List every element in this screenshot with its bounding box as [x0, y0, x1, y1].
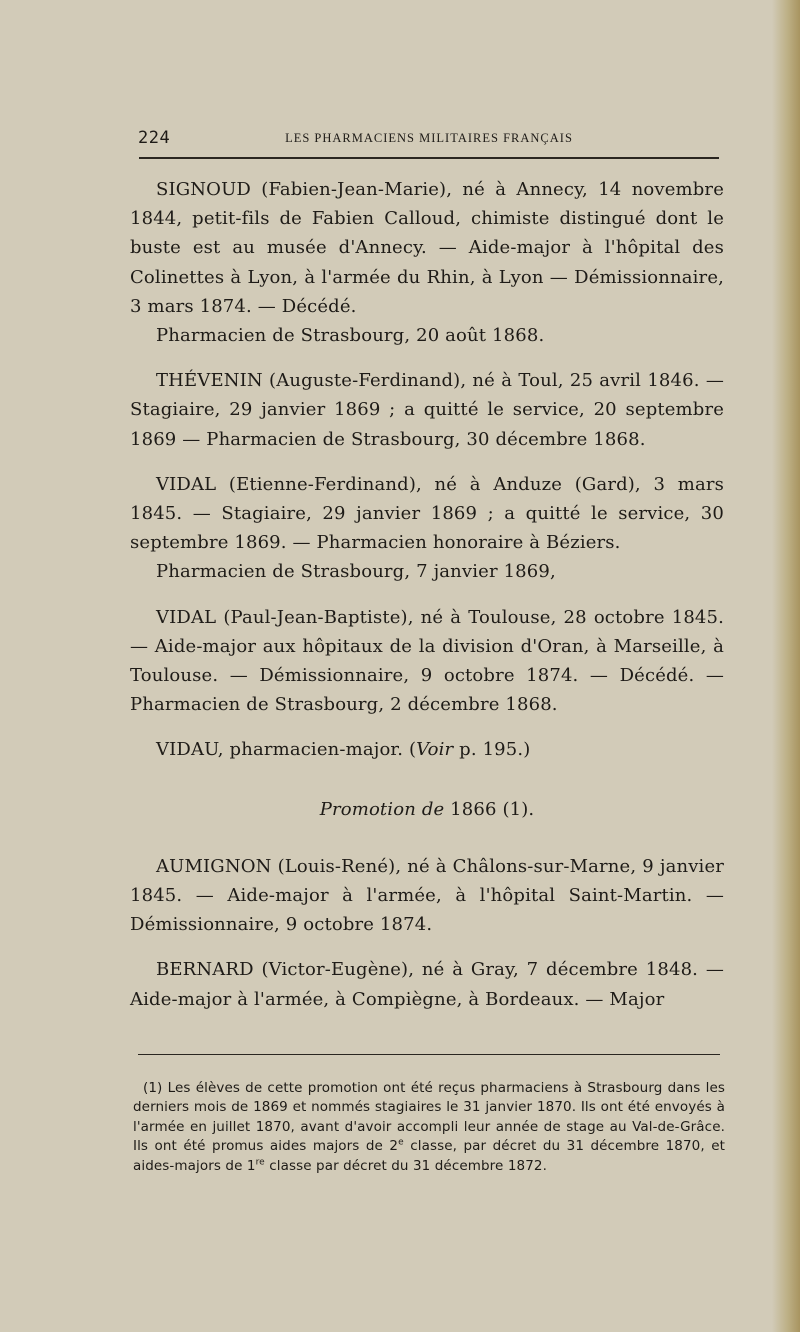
entry-vidal-etienne — [130, 470, 724, 587]
entry-bernard — [130, 955, 724, 1013]
entry-text: VIDAL (Paul-Jean-Baptiste), né à Toulouse, 28 octobre 1845. — Aide-major aux hôpitaux de la division d'Oran, à Marseille, à Toulouse. — Démissionnaire, 9 octobre 1874. — Décédé. — Pharmacien de Strasbourg, 2 décembre 1868. — [130, 606, 724, 716]
header-rule — [139, 157, 719, 159]
entry-text: VIDAL (Etienne-Ferdinand), né à Anduze (Gard), 3 mars 1845. — Stagiaire, 29 janvier 1869 ; a quitté le service, 30 septembre 1869. — Pharmacien honoraire à Béziers. — [130, 473, 724, 554]
promotion-heading-italic: Promotion de — [319, 798, 445, 820]
entry-signoud — [130, 175, 724, 350]
footnote-sup-1: e — [398, 1137, 404, 1148]
promotion-heading — [130, 795, 724, 824]
entry-aumignon — [130, 852, 724, 940]
entry-extra: Pharmacien de Strasbourg, 7 janvier 1869, — [156, 561, 556, 583]
footnote-text-3: classe par décret du 31 décembre 1872. — [264, 1157, 547, 1174]
entry-thevenin — [130, 366, 724, 454]
footnote — [133, 1079, 725, 1176]
entry-text: THÉVENIN (Auguste-Ferdinand), né à Toul, 25 avril 1846. — Stagiaire, 29 janvier 1869 ; a quitté le service, 20 septembre 1869 — Pharmacien de Strasbourg, 30 décembre 1868. — [130, 370, 724, 450]
entry-text-after: p. 195.) — [453, 739, 531, 761]
entry-vidal-paul — [130, 603, 724, 720]
entry-text: BERNARD (Victor-Eugène), né à Gray, 7 décembre 1848. — Aide-major à l'armée, à Compiègne, à Bordeaux. — Major — [130, 959, 724, 1010]
footnote-rule — [138, 1054, 720, 1055]
footnote-text-2: classe, par décret du 31 décembre 1870, et aides-majors de 1 — [133, 1138, 726, 1174]
entry-text — [130, 735, 724, 764]
entry-text: AUMIGNON (Louis-René), né à Châlons-sur-Marne, 9 janvier 1845. — Aide-major à l'armée, à l'hôpital Saint-Martin. — Démissionnaire, 9 octobre 1874. — [130, 855, 724, 936]
page-number: 224 — [138, 128, 171, 148]
entry-extra: Pharmacien de Strasbourg, 20 août 1868. — [156, 325, 545, 347]
entry-vidau — [130, 735, 724, 764]
entry-text-before: VIDAU, pharmacien-major. ( — [156, 739, 417, 761]
running-title: LES PHARMACIENS MILITAIRES FRANÇAIS — [285, 131, 573, 145]
entry-italic: Voir — [416, 739, 454, 761]
footnote-sup-2: re — [255, 1157, 265, 1168]
main-text — [130, 175, 724, 1030]
footnote-text-1: (1) Les élèves de cette promotion ont été reçus pharmaciens à Strasbourg dans les derniers mois de 1869 et nommés stagiaires le 31 janvier 1870. Ils ont été envoyés à l'armée en juillet 1870, avant d'avoir accompli leur année de stage au Val-de-Grâce. Ils ont été promus aides majors de 2 — [133, 1080, 725, 1155]
entry-text: SIGNOUD (Fabien-Jean-Marie), né à Annecy, 14 novembre 1844, petit-fils de Fabien Calloud, chimiste distingué dont le buste est au musée d'Annecy. — Aide-major à l'hôpital des Colinettes à Lyon, à l'armée du Rhin, à Lyon — Démissionnaire, 3 mars 1874. — Décédé. — [130, 179, 724, 317]
promotion-heading-year: 1866 (1). — [444, 798, 535, 820]
running-header — [138, 128, 720, 150]
page-edge-shadow — [772, 0, 800, 1332]
